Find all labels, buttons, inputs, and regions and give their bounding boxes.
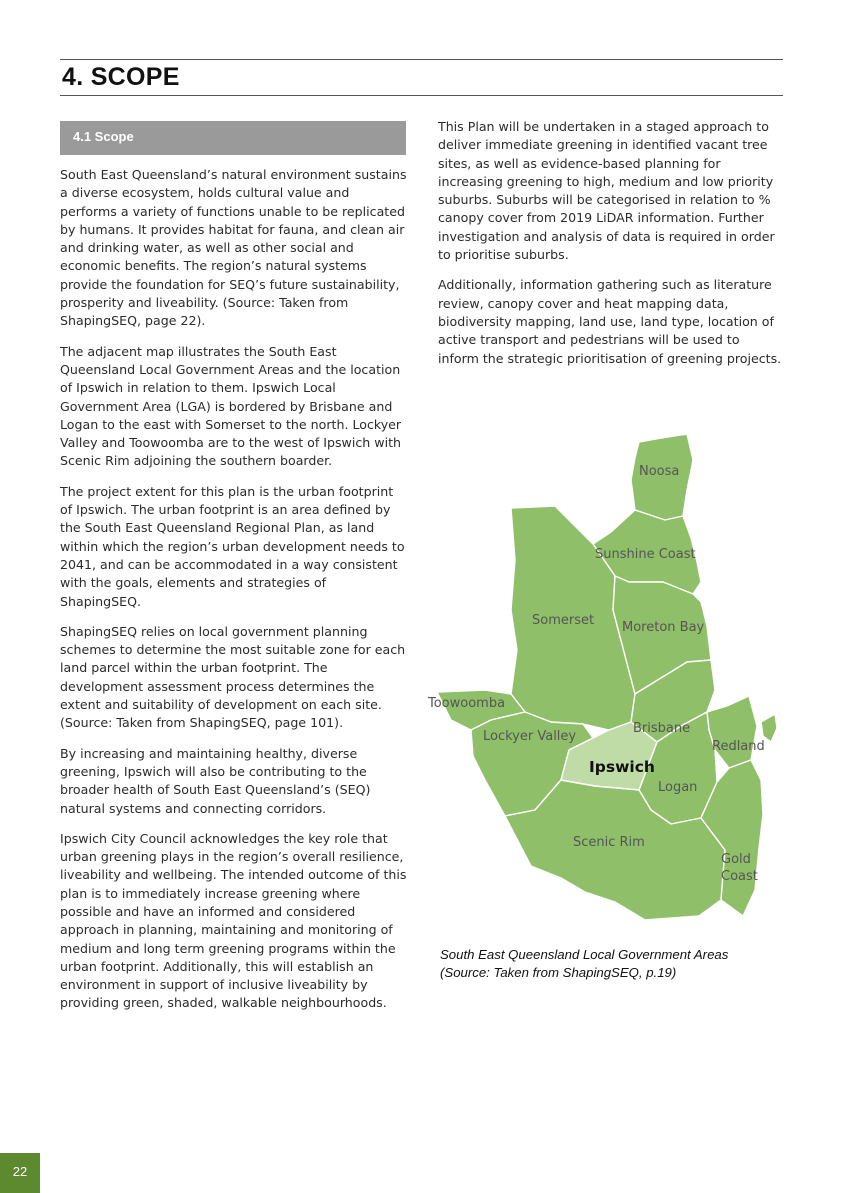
page-title: 4. SCOPE: [62, 63, 180, 91]
top-rule: [60, 59, 783, 60]
map-caption: [440, 946, 785, 982]
seq-lga-map: [425, 430, 785, 930]
right-column: [438, 118, 783, 380]
page-number: 22: [0, 1153, 40, 1193]
map-label-ipswich: Ipswich: [589, 758, 655, 776]
map-label-somerset: Somerset: [532, 613, 595, 628]
paragraph: ShapingSEQ relies on local government planning schemes to determine the most suitable zone for each land parcel within the urban footprint. The development assessment process determines the extent and suitability of development on each site. (Source: Taken from ShapingSEQ, page 101).: [60, 623, 406, 731]
left-column: [60, 166, 408, 1025]
paragraph: Ipswich City Council acknowledges the key role that urban greening plays in the region’s overall resilience, liveability and wellbeing. The intended outcome of this plan is to immediately increase greening where possible and have an informed and considered approach in planning, maintaining and monitoring of medium and long term greening programs within the urban footprint. Additionally, this will establish an environment in support of inclusive liveability by providing green, shaded, walkable neighbourhoods.: [60, 830, 407, 1011]
title-rule: [60, 95, 783, 96]
map-label-gold-coast-line2: Coast: [721, 869, 758, 884]
map-label-sunshine-coast: Sunshine Coast: [595, 547, 696, 562]
map-region-stradbroke: [761, 714, 777, 742]
section-subheading: 4.1 Scope: [60, 121, 406, 155]
paragraph: Additionally, information gathering such as literature review, canopy cover and heat mapping data, biodiversity mapping, land use, land type, location of active transport and pedestrians will be used to inform the strategic prioritisation of greening projects.: [438, 277, 782, 366]
map-label-brisbane: Brisbane: [633, 721, 691, 736]
map-label-logan: Logan: [658, 780, 698, 795]
map-label-noosa: Noosa: [639, 464, 680, 479]
paragraph: The adjacent map illustrates the South East Queensland Local Government Areas and the location of Ipswich in relation to them. Ipswich Local Government Area (LGA) is bordered by Brisbane and Logan to the east with Somerset to the north. Lockyer Valley and Toowoomba are to the west of Ipswich with Scenic Rim adjoining the southern boarder.: [60, 343, 402, 469]
map-label-lockyer-valley: Lockyer Valley: [483, 729, 577, 744]
map-label-scenic-rim: Scenic Rim: [573, 835, 645, 850]
map-label-toowoomba: Toowoomba: [428, 696, 506, 711]
paragraph: South East Queensland’s natural environment sustains a diverse ecosystem, holds cultural value and performs a variety of functions unable to be replicated by humans. It provides habitat for fauna, and clean air and drinking water, as well as other social and economic benefits. The region’s natural systems provide the foundation for SEQ’s future sustainability, prosperity and liveability. (Source: Taken from ShapingSEQ, page 22).: [60, 167, 407, 329]
caption-source: (Source: Taken from ShapingSEQ, p.19): [440, 965, 677, 980]
paragraph: This Plan will be undertaken in a staged approach to deliver immediate greening in identified vacant tree sites, as well as evidence-based planning for increasing greening to high, medium and low priority suburbs. Suburbs will be categorised in relation to % canopy cover from 2019 LiDAR information. Further investigation and analysis of data is required in order to prioritise suburbs.: [438, 119, 775, 263]
map-label-moreton-bay: Moreton Bay: [622, 620, 705, 635]
paragraph: By increasing and maintaining healthy, diverse greening, Ipswich will also be contributing to the broader health of South East Queensland’s (SEQ) natural systems and connecting corridors.: [60, 745, 371, 816]
map-label-gold-coast-line1: Gold: [721, 852, 751, 867]
paragraph: The project extent for this plan is the urban footprint of Ipswich. The urban footprint is an area defined by the South East Queensland Regional Plan, as land within which the region’s urban development needs to 2041, and can be accommodated in a way consistent with the goals, elements and strategies of ShapingSEQ.: [60, 483, 405, 609]
map-label-redland: Redland: [712, 739, 765, 754]
caption-title: South East Queensland Local Government Areas: [440, 947, 729, 962]
